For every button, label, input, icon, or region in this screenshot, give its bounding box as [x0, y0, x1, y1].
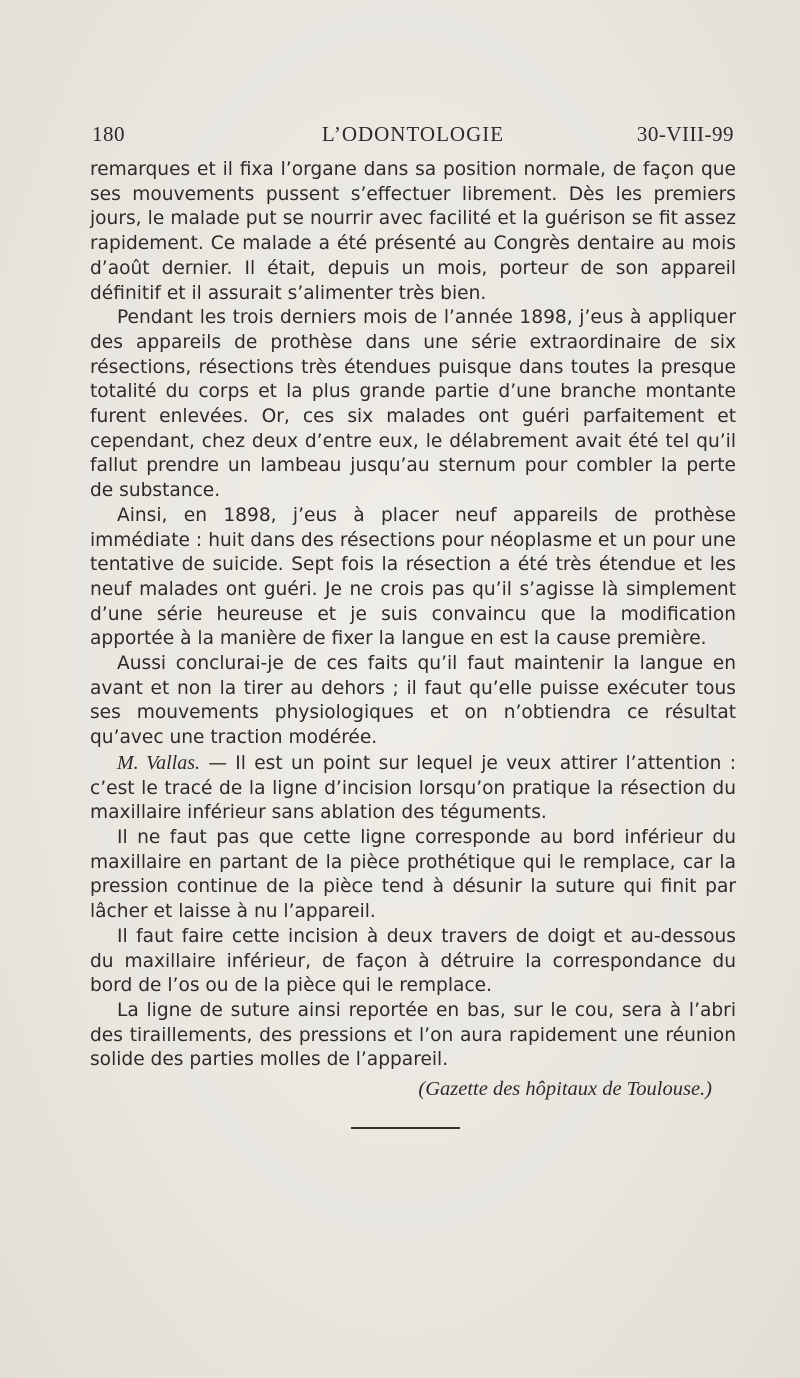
journal-title: L’ODONTOLOGIE [321, 122, 505, 146]
issue-date: 30-VIII-99 [636, 122, 734, 146]
paragraph: La ligne de suture ainsi reportée en bas, sur le cou, sera à l’abri des tiraillements, des pressions et l’on aura rapidement une réunion solide des parties molles de l’appareil. [90, 999, 736, 1071]
paragraph: remarques et il fixa l’organe dans sa position normale, de façon que ses mouvements pussent s’effectuer librement. Dès les premiers jours, le malade put se nourrir avec facilité et la guérison se fit assez rapidement. Ce malade a été présenté au Congrès dentaire au mois d’août dernier. Il était, depuis un mois, porteur de son appareil définitif et il assurait s’alimenter très bien. [90, 159, 736, 304]
article-body [90, 158, 736, 1102]
paragraph: Aussi conclurai-je de ces faits qu’il faut maintenir la langue en avant et non la tirer au dehors ; il faut qu’elle puisse exécuter tous ses mouvements physiologiques et on n’obtiendra ce résultat qu’avec une traction modérée. [90, 653, 736, 749]
page-number: 180 [92, 122, 125, 146]
paragraph: Il ne faut pas que cette ligne corresponde au bord inférieur du maxillaire en partant de la pièce prothétique qui le remplace, car la pression continue de la pièce tend à désunir la suture qui finit par lâcher et laisse à nu l’appareil. [90, 826, 736, 923]
paragraph: Ainsi, en 1898, j’eus à placer neuf appareils de prothèse immédiate : huit dans des résections pour néoplasme et un pour une tentative de suicide. Sept fois la résection a été très étendue et les neuf malades ont guéri. Je ne crois pas qu’il s’agisse là simplement d’une série heureuse et je suis convaincu que la modification apportée à la manière de fixer la langue en est la cause première. [90, 504, 736, 650]
speaker-paragraph [90, 751, 736, 826]
speaker-name: M. Vallas. [117, 751, 200, 774]
paragraph: Il faut faire cette incision à deux travers de doigt et au-dessous du maxillaire inférieur, de façon à détruire la correspondance du bord de l’os ou de la pièce qui le remplace. [90, 925, 736, 997]
paragraph: Pendant les trois derniers mois de l’année 1898, j’eus à appliquer des appareils de prothèse dans une série extraordinaire de six résections, résections très étendues puisque dans toutes la presque totalité du corps et la plus grande partie d’une branche montante furent enlevées. Or, ces six malades ont guéri parfaitement et cependant, chez deux d’entre eux, le délabrement avait été tel qu’il fallut prendre un lambeau jusqu’au sternum pour combler la perte de substance. [90, 307, 736, 502]
running-header [92, 122, 734, 150]
speaker-text: — Il est un point sur lequel je veux attirer l’attention : c’est le tracé de la ligne d’incision lorsqu’on pratique la résection du maxillaire inférieur sans ablation des téguments. [90, 752, 736, 824]
source-citation: (Gazette des hôpitaux de Toulouse.) [418, 1078, 712, 1101]
section-divider [351, 1127, 460, 1129]
